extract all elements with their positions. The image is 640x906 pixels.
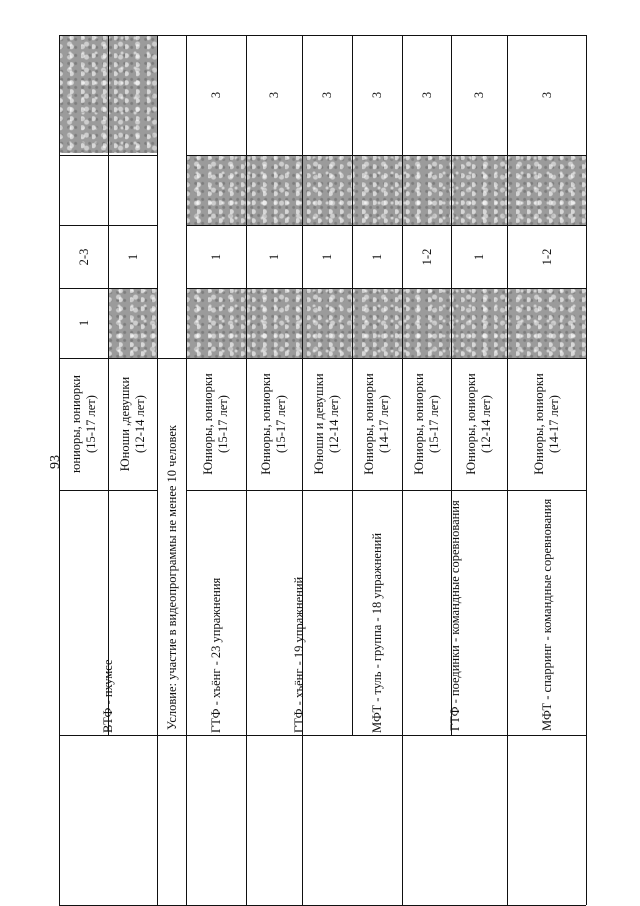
cell-col4-gtf-23 [186, 35, 246, 155]
cell-age-gtf-team-a [402, 358, 451, 490]
cell-col2-gtf-23 [186, 225, 246, 288]
cell-discipline-gtf-23 [186, 490, 246, 735]
age-vtf-2-text: Юноши ,девушки (12-14 лет) [117, 376, 147, 472]
cell-age-gtf-team-b [451, 358, 507, 490]
cell-col4-gtf-team-a [402, 35, 451, 155]
cell-age-gtf-19-b [302, 358, 352, 490]
col-line-a2 [186, 155, 586, 156]
cell-age-vtf-1 [59, 358, 108, 490]
cell-col2-gtf-19-b [302, 225, 352, 288]
cell-col2-gtf-team-b [451, 225, 507, 288]
col-line-a [59, 155, 157, 156]
col2-gtf-23-text: 1 [208, 253, 223, 260]
col2-mft-sparring-text: 1-2 [539, 248, 553, 265]
page-number: 93 [48, 455, 63, 469]
discipline-gtf-team-text: ГТФ - поединки - командные соревнования [447, 499, 461, 731]
discipline-mft-sparring-text: МФТ - спарринг - командные соревнования [539, 498, 553, 731]
cell-age-mft-tul [352, 358, 402, 490]
cell-discipline-gtf-19 [246, 490, 352, 735]
discipline-gtf-19-text: ГТФ - хъёнг - 19 упражнений [291, 576, 306, 733]
shade-col1-vtf-girls [108, 288, 157, 358]
condition-text: Условие: участие в видеопрограммы не менее 10 человек [164, 425, 178, 730]
col-line-c2 [186, 288, 586, 289]
discipline-mft-tul-text: МФТ - туль - группа - 18 упражнений [369, 532, 384, 733]
col4-gtf-team-b-text: 3 [471, 91, 486, 99]
row-line-10 [586, 35, 587, 905]
cell-discipline-mft-tul [352, 490, 402, 735]
col2-gtf-team-b-text: 1 [471, 253, 486, 260]
discipline-gtf-23-text: ГТФ - хъёнг - 23 упражнения [208, 577, 223, 733]
cell-col2-mft-sparring [507, 225, 586, 288]
col1-vtf-1-text: 1 [76, 319, 90, 327]
age-gtf-23-text: Юниоры, юниорки (15-17 лет) [201, 373, 230, 475]
cell-col2-mft-tul [352, 225, 402, 288]
cell-col4-gtf-team-b [451, 35, 507, 155]
cell-col4-gtf-19-a [246, 35, 302, 155]
age-vtf-1-text: юниоры, юниорки (15-17 лет) [68, 375, 98, 473]
col2-gtf-19-b-text: 1 [319, 253, 334, 260]
cell-col4-gtf-19-b [302, 35, 352, 155]
cell-age-mft-sparring [507, 358, 586, 490]
cell-col4-mft-tul [352, 35, 402, 155]
cell-col2-vtf-2 [108, 225, 157, 288]
col4-mft-tul-text: 3 [369, 91, 384, 99]
age-gtf-19-a-text: Юниоры, юниорки (15-17 лет) [259, 373, 288, 475]
age-gtf-19-b-text: Юноши и девушки (12-14 лет) [312, 373, 341, 475]
col2-vtf-2-text: 1 [125, 253, 139, 260]
col4-mft-sparring-text: 3 [539, 91, 553, 99]
cell-age-gtf-19-a [246, 358, 302, 490]
cell-col1-vtf-1 [59, 288, 108, 358]
col2-vtf-1-text: 2-3 [76, 248, 90, 265]
col4-gtf-23-text: 3 [208, 91, 223, 99]
age-mft-tul-text: Юниоры, юниорки (14-17 лет) [362, 373, 391, 475]
cell-discipline-vtf [59, 490, 157, 735]
cell-col4-mft-sparring [507, 35, 586, 155]
cell-col2-gtf-19-a [246, 225, 302, 288]
col2-mft-tul-text: 1 [369, 253, 384, 260]
col-line-f [59, 735, 586, 736]
col4-gtf-19-a-text: 3 [266, 91, 281, 99]
col4-gtf-19-b-text: 3 [319, 91, 334, 99]
cell-col2-vtf-1 [59, 225, 108, 288]
cell-discipline-gtf-team [402, 490, 507, 735]
cell-col2-gtf-team-a [402, 225, 451, 288]
cell-age-vtf-2 [108, 358, 157, 490]
col2-gtf-19-a-text: 1 [266, 253, 281, 260]
cell-age-gtf-23 [186, 358, 246, 490]
cell-condition [157, 35, 186, 735]
age-mft-sparring-text: Юниоры, юниорки (14-17 лет) [531, 373, 561, 475]
age-gtf-team-a-text: Юниоры, юниорки (15-17 лет) [411, 373, 441, 475]
col4-gtf-team-a-text: 3 [419, 91, 433, 99]
col2-gtf-team-a-text: 1-2 [419, 248, 433, 265]
discipline-vtf-text: ВТФ - пхумсе [100, 658, 115, 733]
age-gtf-team-b-text: Юниоры, юниорки (12-14 лет) [464, 373, 493, 475]
cell-discipline-mft-sparring [507, 490, 586, 735]
